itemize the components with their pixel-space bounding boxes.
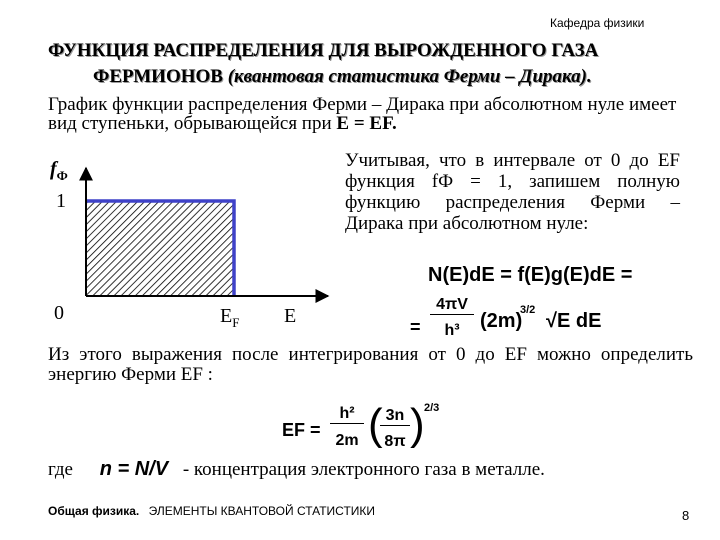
y-axis-label: $f_Ф$ — [50, 158, 68, 183]
origin-label: 0 — [54, 302, 64, 324]
slide-title-line2 — [93, 66, 592, 88]
intro-paragraph — [48, 95, 688, 133]
eq3-inner-numerator: 3n — [380, 407, 410, 426]
middle-paragraph: Из этого выражения после интегрирования от 0 до EF можно определить энергию Ферми EF : — [48, 344, 693, 385]
eq4-concentration: n = N/V — [99, 458, 169, 480]
eq3-exponent: 2/3 — [424, 402, 440, 414]
eq2-mass-term: (2m) — [480, 310, 523, 332]
right-paragraph: Учитывая, что в интервале от 0 до EF функция fФ = 1, запишем полную функцию распределения Ферми – Дирака при абсолютном нуле: — [345, 150, 680, 234]
concentration-definition — [48, 458, 545, 481]
eq2-tail: √E dE — [546, 310, 602, 332]
footer-section: ЭЛЕМЕНТЫ КВАНТОВОЙ СТАТИСТИКИ — [148, 504, 376, 518]
eq2-denominator: h³ — [444, 322, 460, 339]
where-suffix: - концентрация электронного газа в металле. — [182, 459, 545, 480]
eq2-equals: = — [410, 317, 421, 337]
eq3-lhs: EF = — [282, 420, 321, 440]
eq3-paren-left: ( — [368, 400, 383, 449]
footer-caption — [48, 504, 375, 518]
intro-condition: E = EF. — [336, 113, 397, 134]
slide-title-main: ФЕРМИОНОВ — [93, 66, 223, 87]
x-axis-label: E — [284, 305, 297, 327]
y-tick-1: 1 — [56, 190, 66, 212]
slide-title-subtitle: (квантовая статистика Ферми – Дирака). — [227, 66, 592, 87]
where-prefix: где — [48, 459, 73, 480]
equation-number-distribution: N(E)dE = f(E)g(E)dE = — [428, 264, 633, 286]
footer-course: Общая физика. — [48, 504, 140, 518]
fermi-energy-tick: $E_F$ — [220, 305, 240, 330]
intro-text: График функции распределения Ферми – Дирака при абсолютном нуле имеет вид ступеньки, обрывающейся при — [48, 94, 677, 134]
eq3-paren-right: ) — [410, 400, 425, 449]
page-number: 8 — [682, 508, 690, 523]
eq3-inner-denominator: 8π — [384, 433, 406, 450]
slide-title-line1: ФУНКЦИЯ РАСПРЕДЕЛЕНИЯ ДЛЯ ВЫРОЖДЕННОГО ГАЗА — [48, 40, 599, 61]
eq2-exponent: 3/2 — [520, 304, 536, 316]
eq3-denominator: 2m — [335, 432, 359, 449]
eq3-numerator: h² — [330, 405, 364, 424]
department-header: Кафедра физики — [550, 16, 645, 30]
occupied-states-area — [86, 201, 234, 296]
eq2-numerator: 4πV — [430, 296, 474, 315]
